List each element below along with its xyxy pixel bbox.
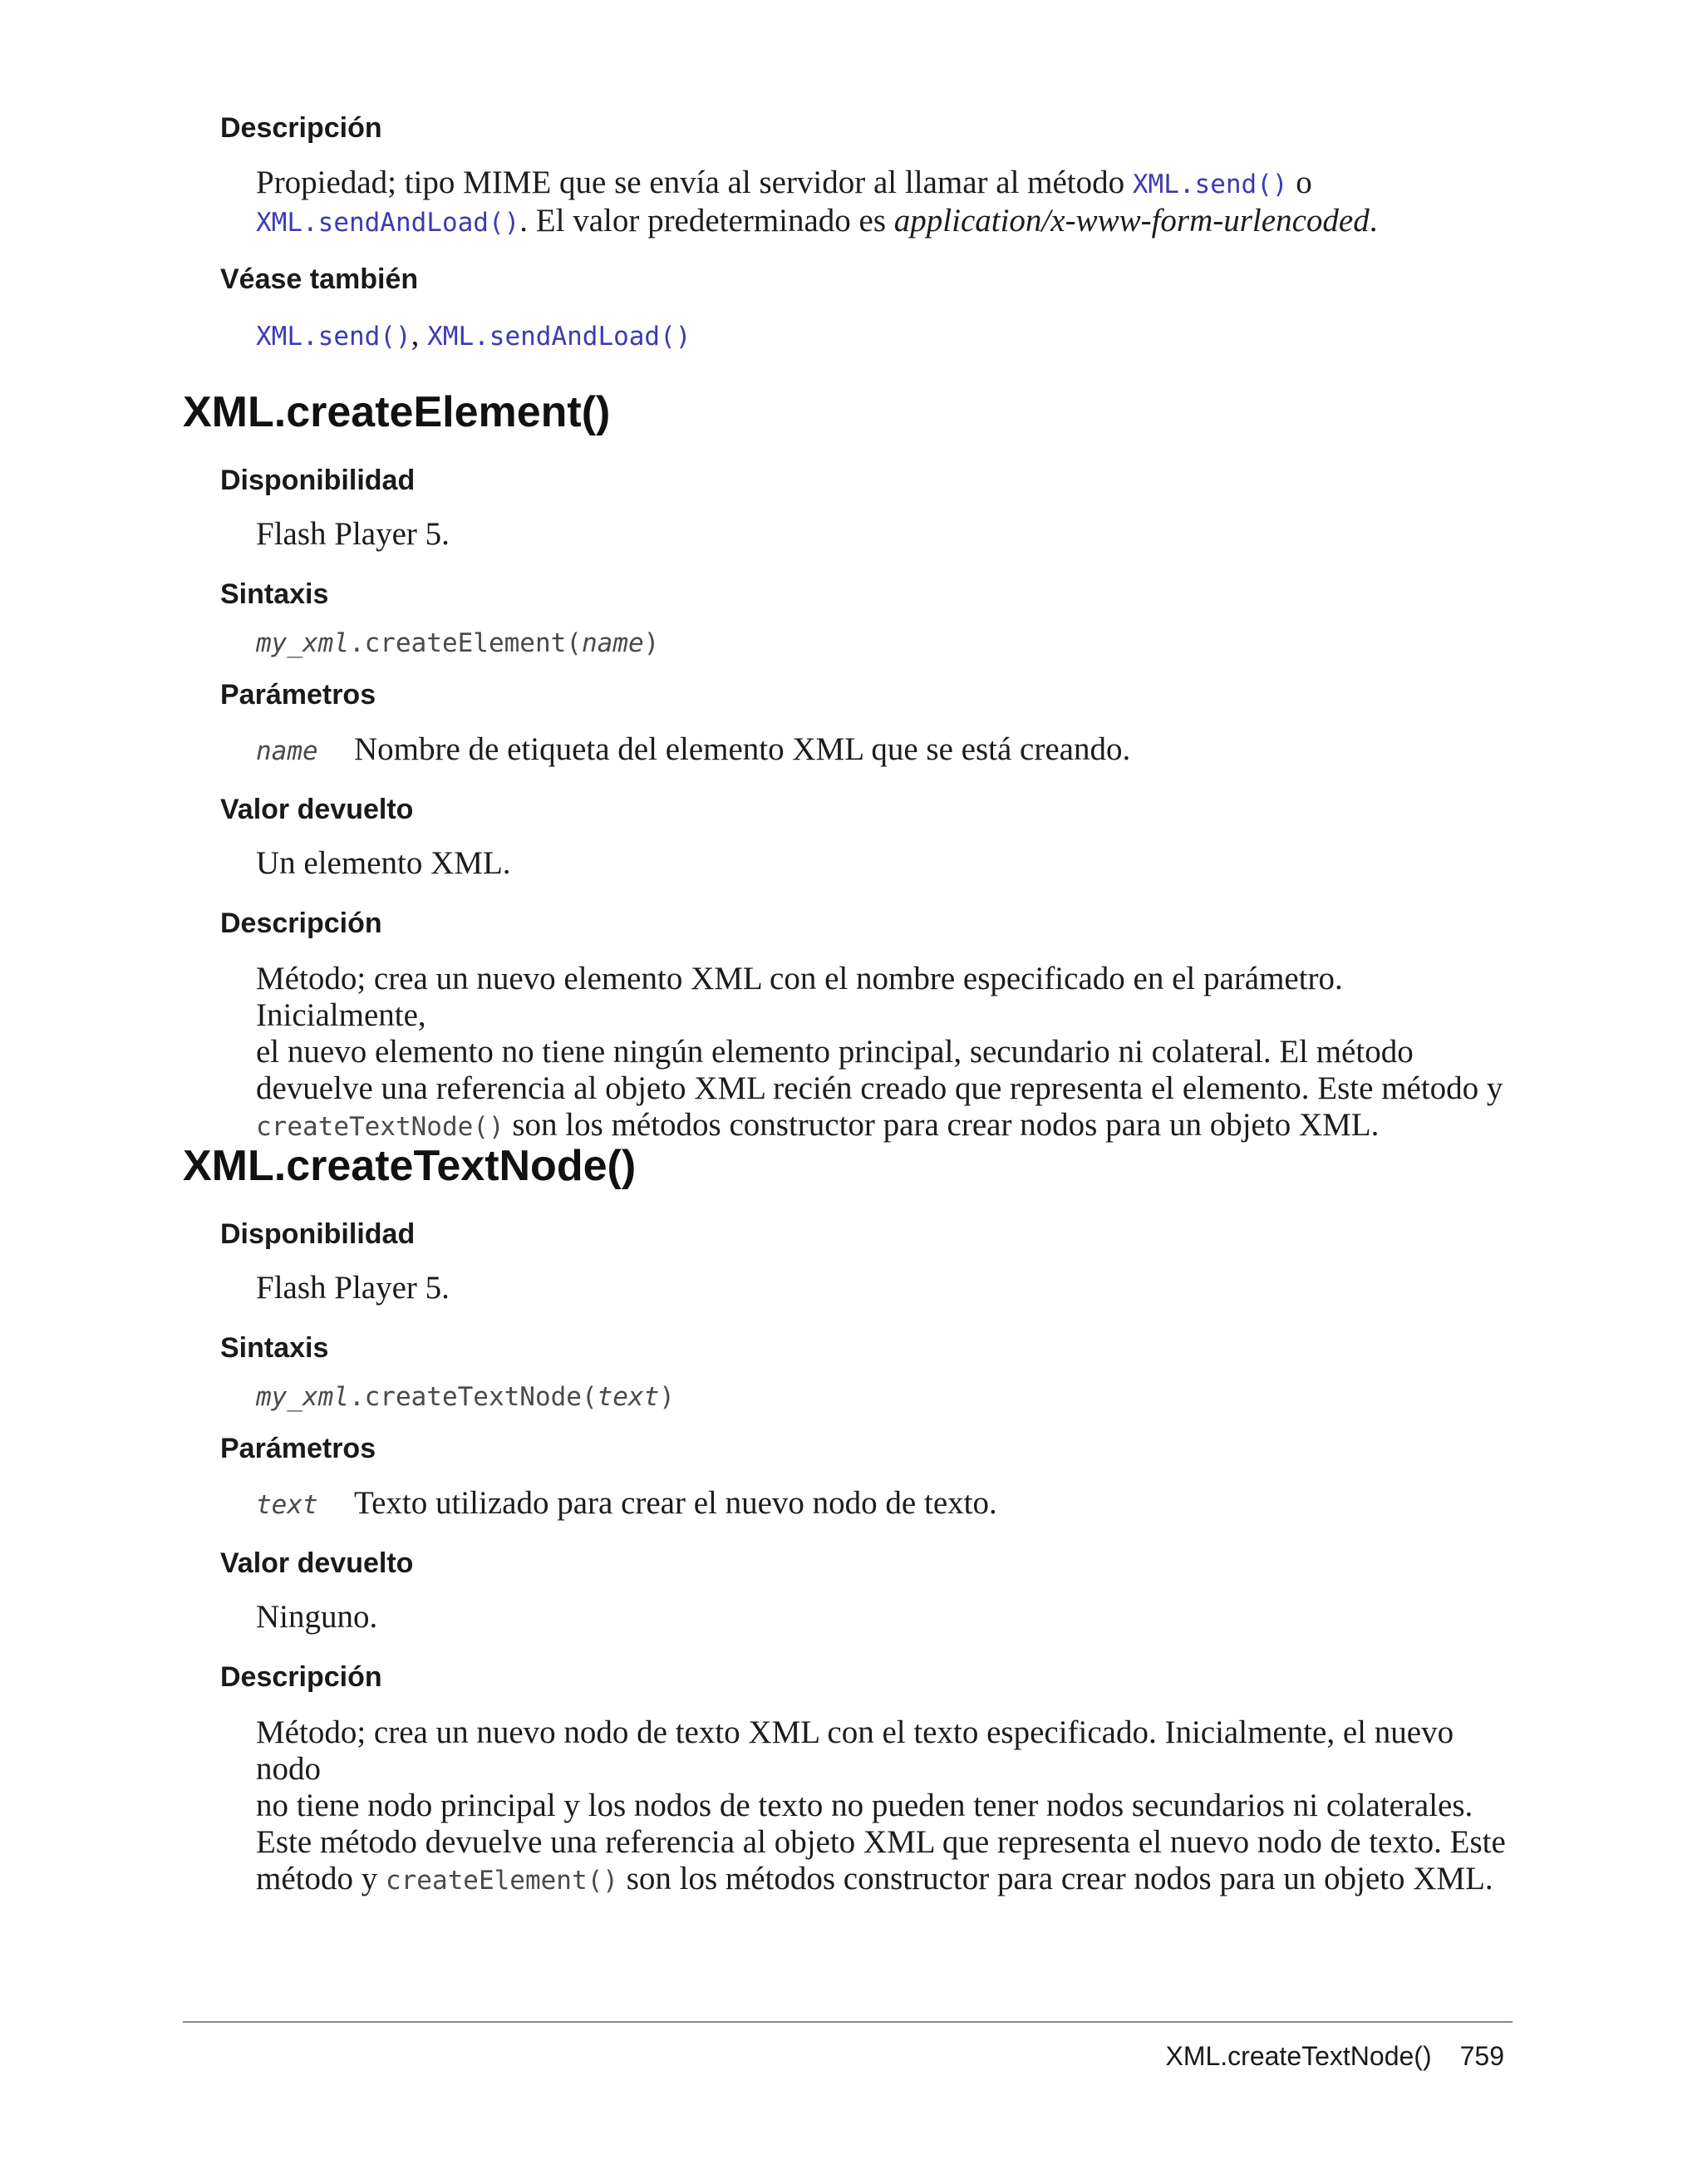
see-also-send-link[interactable]: XML.send() <box>256 322 411 352</box>
text-run: el nuevo elemento no tiene ningún elemento principal, secundario ni colateral. El método <box>256 1034 1414 1070</box>
code-close: ) <box>643 628 660 658</box>
descripcion-paragraph-top <box>256 165 1519 241</box>
param-desc: Nombre de etiqueta del elemento XML que se está creando. <box>354 731 1131 767</box>
param-name: text <box>256 1490 318 1520</box>
text-run: no tiene nodo principal y los nodos de texto no pueden tener nodos secundarios ni colaterales. <box>256 1788 1473 1823</box>
ctn-disponibilidad-heading: Disponibilidad <box>220 1218 416 1250</box>
page-footer <box>1165 2039 1504 2073</box>
ctn-valor-heading: Valor devuelto <box>220 1547 414 1579</box>
create-element-code: createElement() <box>385 1866 618 1896</box>
vease-tambien-heading: Véase también <box>220 263 419 295</box>
code-method: .createTextNode( <box>348 1382 598 1412</box>
code-object: my_xml <box>256 628 349 658</box>
ce-valor-heading: Valor devuelto <box>220 794 414 825</box>
code-run <box>256 628 659 658</box>
text-run: . <box>1369 203 1378 239</box>
page-number: 759 <box>1459 2041 1504 2071</box>
ctn-sintaxis-heading: Sintaxis <box>220 1332 329 1364</box>
create-textnode-title: XML.createTextNode() <box>183 1142 637 1190</box>
create-element-title: XML.createElement() <box>183 388 611 436</box>
mime-type-italic: application/x-www-form-urlencoded <box>893 203 1370 239</box>
xml-send-link[interactable]: XML.send() <box>1132 170 1288 199</box>
ctn-sintaxis-code <box>256 1377 1519 1415</box>
ce-disponibilidad-text: Flash Player 5. <box>256 516 450 552</box>
text-run: método y <box>256 1861 386 1896</box>
running-title: XML.createTextNode() <box>1165 2041 1432 2071</box>
ce-descripcion-heading: Descripción <box>220 908 382 939</box>
ctn-param-row <box>256 1485 1519 1523</box>
ce-descripcion-paragraph <box>256 961 1519 1145</box>
ctn-valor-text: Ninguno. <box>256 1599 378 1635</box>
text-run: Este método devuelve una referencia al objeto XML que representa el nuevo nodo de texto. Este <box>256 1824 1506 1860</box>
code-arg: name <box>581 628 644 658</box>
ce-disponibilidad-heading: Disponibilidad <box>220 465 416 496</box>
text-run: Método; crea un nuevo nodo de texto XML con el texto especificado. Inicialmente, el nuevo nodo <box>256 1714 1454 1787</box>
text-run: Propiedad; tipo MIME que se envía al servidor al llamar al método <box>256 165 1133 200</box>
code-method: .createElement( <box>348 628 582 658</box>
descripcion-heading-top: Descripción <box>220 112 382 144</box>
ctn-descripcion-heading: Descripción <box>220 1661 382 1693</box>
ce-valor-text: Un elemento XML. <box>256 845 511 881</box>
code-arg: text <box>597 1382 660 1412</box>
code-object: my_xml <box>256 1382 349 1412</box>
create-textnode-code: createTextNode() <box>256 1112 504 1142</box>
text-run: son los métodos constructor para crear nodos para un objeto XML. <box>617 1861 1493 1896</box>
xml-sendandload-link[interactable]: XML.sendAndLoad() <box>256 208 520 238</box>
separator: , <box>411 317 428 352</box>
ctn-disponibilidad-text: Flash Player 5. <box>256 1270 450 1306</box>
ce-sintaxis-code <box>256 623 1519 662</box>
code-run <box>256 1382 675 1412</box>
ctn-parametros-heading: Parámetros <box>220 1433 376 1464</box>
footer-divider <box>183 2021 1513 2023</box>
see-also-sendandload-link[interactable]: XML.sendAndLoad() <box>427 322 691 352</box>
text-run: son los métodos constructor para crear nodos para un objeto XML. <box>504 1107 1380 1143</box>
ctn-descripcion-paragraph <box>256 1714 1519 1899</box>
ce-parametros-heading: Parámetros <box>220 679 376 711</box>
text-run: devuelve una referencia al objeto XML recién creado que representa el elemento. Este método y <box>256 1070 1503 1106</box>
text-run: Método; crea un nuevo elemento XML con el nombre especificado en el parámetro. Inicialmente, <box>256 961 1343 1033</box>
param-desc: Texto utilizado para crear el nuevo nodo de texto. <box>354 1485 997 1521</box>
param-name: name <box>256 736 318 766</box>
vease-tambien-links <box>256 317 1519 355</box>
code-close: ) <box>659 1382 675 1412</box>
text-run: . El valor predeterminado es <box>519 203 894 239</box>
ce-sintaxis-heading: Sintaxis <box>220 578 329 610</box>
text-run: o <box>1287 165 1312 200</box>
ce-param-row <box>256 731 1519 770</box>
